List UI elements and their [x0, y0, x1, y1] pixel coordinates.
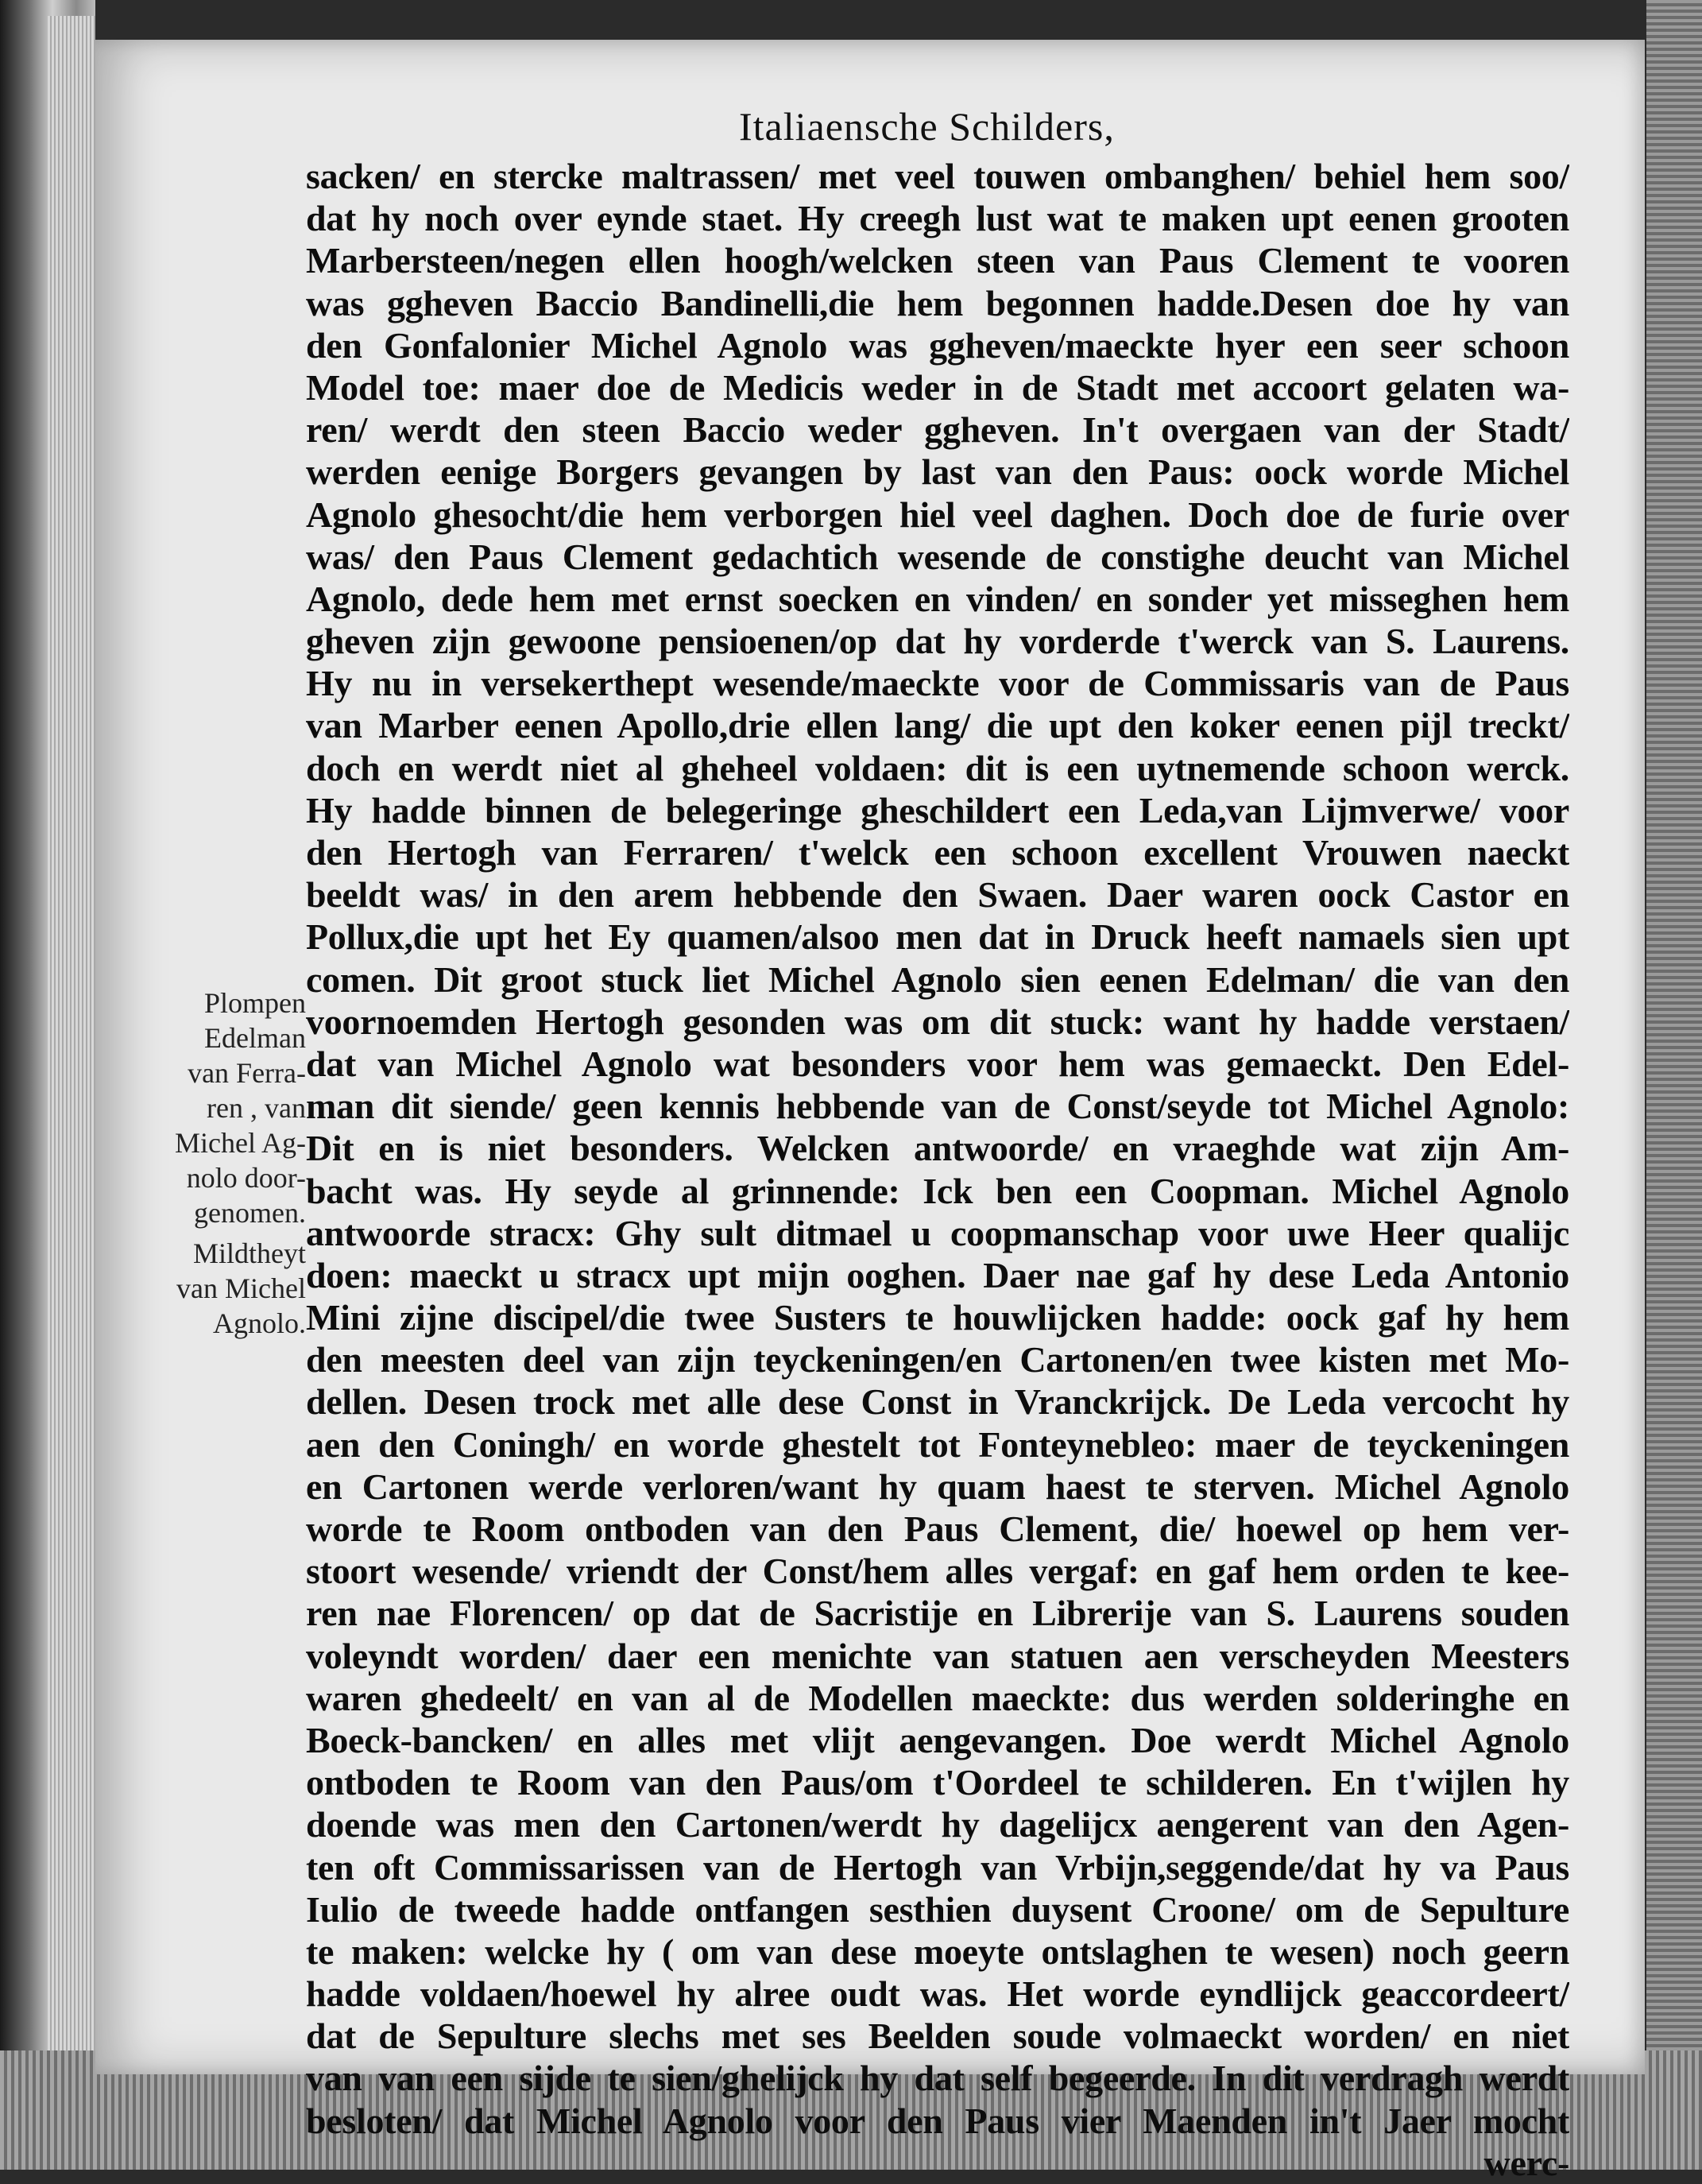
body-line: worde te Room ontboden van den Paus Clement, die/ hoewel op hem ver-	[306, 1508, 1569, 1549]
body-line: doen: maeckt u stracx upt mijn ooghen. Daer nae gaf hy dese Leda Antonio	[306, 1254, 1569, 1295]
body-line: Pollux,die upt het Ey quamen/alsoo men dat in Druck heeft namaels sien upt	[306, 916, 1569, 958]
margin-note-line: Mildtheyt	[193, 1237, 306, 1269]
body-line: bacht was. Hy seyde al grinnende: Ick ben een Coopman. Michel Agnolo	[306, 1170, 1569, 1211]
body-text-column	[306, 155, 1569, 2184]
body-line: besloten/ dat Michel Agnolo voor den Paus vier Maenden in't Jaer mocht	[306, 2100, 1569, 2141]
margin-note-line: genomen.	[194, 1197, 306, 1229]
body-line: te maken: welcke hy ( om van dese moeyte ontslaghen te wesen) noch geern	[306, 1930, 1569, 1972]
body-line: werden eenige Borgers gevangen by last van den Paus: oock worde Michel	[306, 451, 1569, 493]
body-line: Marbersteen/negen ellen hoogh/welcken steen van Paus Clement te vooren	[306, 240, 1569, 281]
body-line: Agnolo ghesocht/die hem verborgen hiel veel daghen. Doch doe de furie over	[306, 494, 1569, 535]
body-line: Mini zijne discipel/die twee Susters te houwlijcken hadde: oock gaf hy hem	[306, 1297, 1569, 1338]
body-line: ten oft Commissarissen van de Hertogh van Vrbijn,seggende/dat hy va Paus	[306, 1846, 1569, 1888]
body-line: gheven zijn gewoone pensioenen/op dat hy vorderde t'werck van S. Laurens.	[306, 621, 1569, 662]
body-line: antwoorde stracx: Ghy sult ditmael u coopmanschap voor uwe Heer qualijc	[306, 1212, 1569, 1253]
body-line: den meesten deel van zijn teyckeningen/en Cartonen/en twee kisten met Mo-	[306, 1339, 1569, 1380]
body-line: sacken/ en stercke maltrassen/ met veel touwen ombanghen/ behiel hem soo/	[306, 156, 1569, 196]
cloth-background-right	[1646, 0, 1702, 2170]
margin-note-line: Michel Ag-	[175, 1127, 306, 1159]
body-line: aen den Coningh/ en worde ghestelt tot Fonteynebleo: maer de teyckeningen	[306, 1423, 1569, 1465]
body-line: Dit en is niet besonders. Welcken antwoorde/ en vraeghde wat zijn Am-	[306, 1128, 1569, 1169]
body-line: Agnolo, dede hem met ernst soecken en vinden/ en sonder yet misseghen hem	[306, 578, 1569, 619]
body-line: Model toe: maer doe de Medicis weder in de Stadt met accoort gelaten wa-	[306, 366, 1569, 408]
margin-note-line: ren , van	[207, 1092, 306, 1124]
page-stack-edge	[48, 16, 95, 2114]
body-line: dat de Sepulture slechs met ses Beelden soude volmaeckt worden/ en niet	[306, 2016, 1569, 2057]
body-line: dat van Michel Agnolo wat besonders voor hem was gemaeckt. Den Edel-	[306, 1043, 1569, 1084]
margin-note-mildtheyt	[139, 1236, 306, 1341]
body-line: doch en werdt niet al gheheel voldaen: dit is een uytnemende schoon werck.	[306, 747, 1569, 788]
body-line: was/ den Paus Clement gedachtich wesende de constighe deucht van Michel	[306, 536, 1569, 577]
body-line: was ggheven Baccio Bandinelli,die hem begonnen hadde.Desen doe hy van	[306, 282, 1569, 323]
body-line: dellen. Desen trock met alle dese Const in Vranckrijck. De Leda vercocht hy	[306, 1381, 1569, 1423]
body-line: ontboden te Room van den Paus/om t'Oordeel te schilderen. En t'wijlen hy	[306, 1762, 1569, 1803]
body-line: ren nae Florencen/ op dat de Sacristije en Librerije van S. Laurens souden	[306, 1593, 1569, 1634]
body-line: beeldt was/ in den arem hebbende den Swaen. Daer waren oock Castor en	[306, 874, 1569, 916]
body-line: dat hy noch over eynde staet. Hy creegh lust wat te maken upt eenen grooten	[306, 198, 1569, 239]
body-line: waren ghedeelt/ en van al de Modellen maeckte: dus werden solderinghe en	[306, 1677, 1569, 1718]
body-line: en Cartonen werde verloren/want hy quam haest te sterven. Michel Agnolo	[306, 1466, 1569, 1507]
margin-note-line: Plompen	[203, 987, 306, 1019]
body-line: Boeck-bancken/ en alles met vlijt aengevangen. Doe werdt Michel Agnolo	[306, 1719, 1569, 1760]
body-line: van Marber eenen Apollo,drie ellen lang/ die upt den koker eenen pijl treckt/	[306, 705, 1569, 746]
body-line: van van een sijde te sien/ghelijck hy dat self begeerde. In dit verdragh werdt	[306, 2058, 1569, 2099]
margin-note-line: van Ferra-	[188, 1057, 306, 1089]
running-title: Italiaensche Schilders,	[739, 104, 1115, 149]
body-line: Hy nu in versekerthept wesende/maeckte voor de Commissaris van de Paus	[306, 663, 1569, 704]
body-line: man dit siende/ geen kennis hebbende van de Const/seyde tot Michel Agnolo:	[306, 1086, 1569, 1127]
body-line: Iulio de tweede hadde ontfangen sesthien duysent Croone/ om de Sepulture	[306, 1888, 1569, 1930]
body-line: comen. Dit groot stuck liet Michel Agnolo sien eenen Edelman/ die van den	[306, 958, 1569, 1000]
body-line: doende was men den Cartonen/werdt hy dagelijcx aengerent van den Agen-	[306, 1804, 1569, 1845]
margin-note-line: Edelman	[204, 1022, 306, 1054]
body-line: hadde voldaen/hoewel hy alree oudt was. Het worde eyndlijck geaccordeert/	[306, 1973, 1569, 2015]
body-line: den Gonfalonier Michel Agnolo was ggheven/maeckte hyer een seer schoon	[306, 324, 1569, 366]
body-line: werc-	[1483, 2142, 1569, 2183]
body-line: Hy hadde binnen de belegeringe gheschildert een Leda,van Lijmverwe/ voor	[306, 789, 1569, 831]
body-line: den Hertogh van Ferraren/ t'welck een schoon excellent Vrouwen naeckt	[306, 832, 1569, 873]
body-line: ren/ werdt den steen Baccio weder ggheven. In't overgaen van der Stadt/	[306, 409, 1569, 451]
margin-note-line: van Michel	[176, 1272, 306, 1304]
body-line: voleyndt worden/ daer een menichte van statuen aen verscheyden Meesters	[306, 1635, 1569, 1676]
body-line: stoort wesende/ vriendt der Const/hem alles vergaf: en gaf hem orden te kee-	[306, 1551, 1569, 1592]
margin-note-line: Agnolo.	[213, 1307, 306, 1339]
body-line: voornoemden Hertogh gesonden was om dit stuck: want hy hadde verstaen/	[306, 1001, 1569, 1042]
margin-note-line: nolo door-	[186, 1162, 306, 1194]
margin-note-plompen-edelman	[139, 986, 306, 1230]
